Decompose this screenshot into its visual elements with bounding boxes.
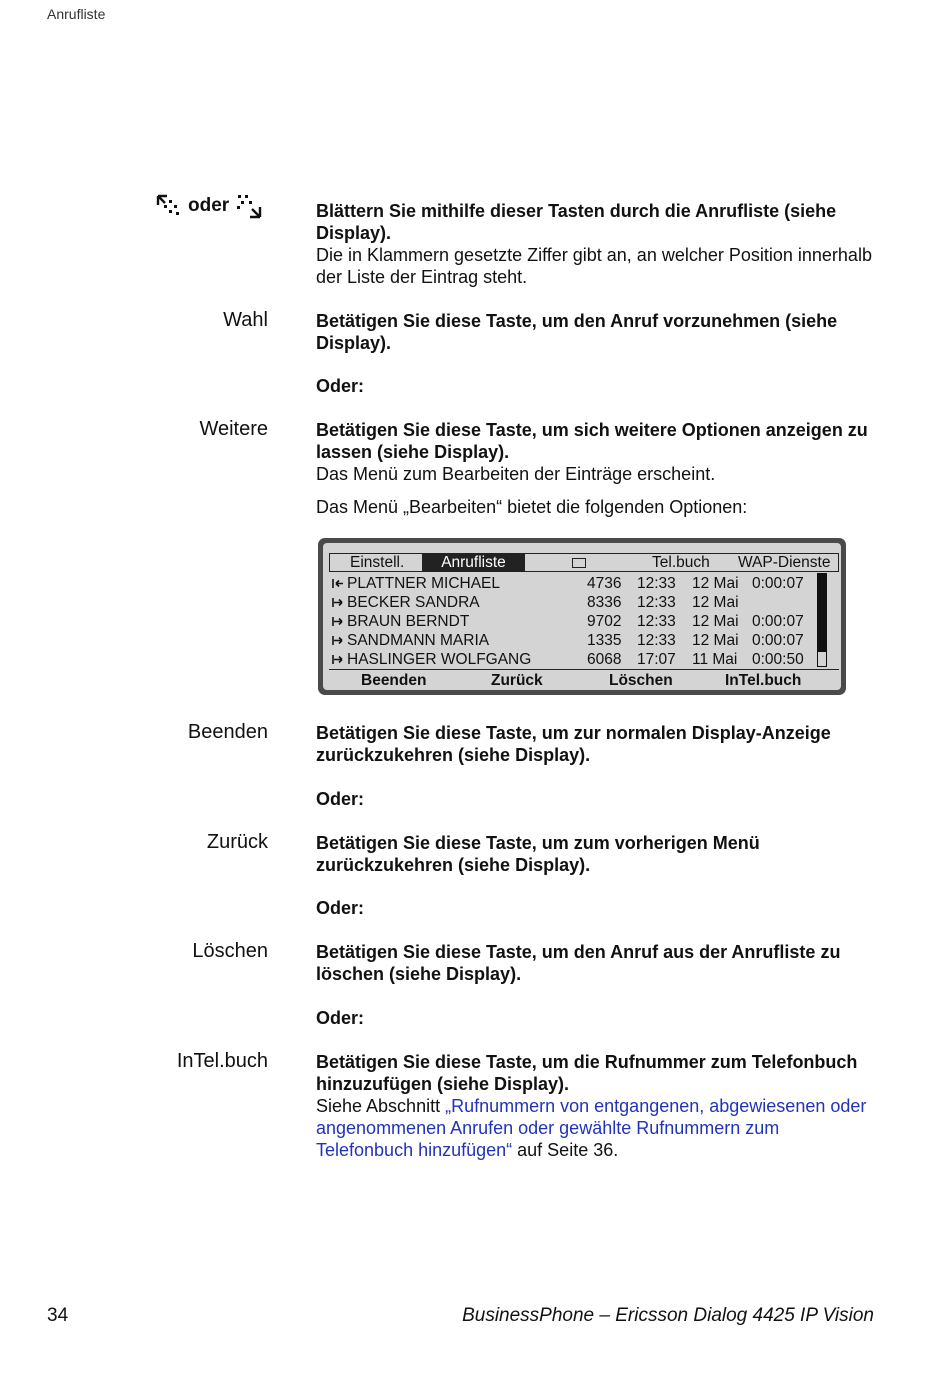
incoming-call-icon: [332, 578, 344, 589]
call-date: 12 Mai: [692, 594, 739, 611]
phone-display: [318, 538, 846, 695]
footer-title: BusinessPhone – Ericsson Dialog 4425 IP Vision: [462, 1305, 874, 1326]
key-label-beenden: Beenden: [187, 721, 268, 743]
entry-bold-text: Blättern Sie mithilfe dieser Tasten durch die Anrufliste (siehe Display).: [316, 201, 837, 243]
entry-reference: [316, 1095, 881, 1161]
entry-bold-text: Betätigen Sie diese Taste, um den Anruf aus der Anrufliste zu löschen (siehe Display).: [316, 942, 841, 984]
call-date: 11 Mai: [692, 651, 738, 668]
page-number: 34: [47, 1305, 69, 1326]
softkey-loeschen[interactable]: Löschen: [609, 672, 673, 689]
tab-einstell[interactable]: Einstell.: [350, 554, 405, 571]
call-duration: 0:00:07: [752, 632, 804, 649]
list-item[interactable]: [323, 631, 841, 650]
entry-bold-text: Betätigen Sie diese Taste, um sich weitere Optionen anzeigen zu lassen (siehe Display).: [316, 420, 868, 462]
key-label-loeschen: Löschen: [192, 940, 268, 962]
envelope-icon: [572, 558, 586, 568]
key-label-weitere: Weitere: [199, 418, 268, 440]
key-label-intelbuch: InTel.buch: [176, 1050, 268, 1072]
softkey-bar: [323, 671, 841, 690]
call-duration: 0:00:07: [752, 613, 804, 630]
softkey-zurueck[interactable]: Zurück: [491, 672, 543, 689]
entry-bold-text: Betätigen Sie diese Taste, um zur normalen Display-Anzeige zurückzukehren (siehe Display).: [316, 723, 831, 765]
caller-name: PLATTNER MICHAEL: [347, 575, 501, 592]
display-scrollbar[interactable]: [817, 573, 827, 667]
caller-name: HASLINGER WOLFGANG: [347, 651, 532, 668]
list-item[interactable]: [323, 650, 841, 669]
list-item[interactable]: [323, 612, 841, 631]
or-label: Oder:: [316, 898, 365, 918]
reference-prefix: Siehe Abschnitt: [316, 1096, 446, 1116]
list-item[interactable]: [323, 593, 841, 612]
caller-number: 4736: [587, 575, 622, 592]
tab-wap-dienste[interactable]: WAP-Dienste: [738, 554, 831, 571]
scroll-down-icon: [235, 193, 263, 219]
display-screen: [323, 543, 841, 690]
running-head: Anrufliste: [47, 6, 106, 22]
nav-keys-separator: oder: [188, 195, 230, 216]
entry-intelbuch-description: [316, 1051, 881, 1161]
call-duration: 0:00:07: [752, 575, 804, 592]
entry-scroll-description: [316, 200, 881, 288]
caller-number: 6068: [587, 651, 622, 668]
call-time: 17:07: [637, 651, 676, 668]
softkey-beenden[interactable]: Beenden: [361, 672, 427, 689]
or-label: Oder:: [316, 1008, 365, 1028]
tab-anrufliste[interactable]: Anrufliste: [422, 554, 525, 571]
entry-zurueck-description: [316, 832, 881, 876]
outgoing-call-icon: [332, 616, 344, 627]
outgoing-call-icon: [332, 654, 344, 665]
entry-bold-text: Betätigen Sie diese Taste, um die Rufnummer zum Telefonbuch hinzuzufügen (siehe Display).: [316, 1052, 858, 1094]
entry-bold-text: Betätigen Sie diese Taste, um zum vorherigen Menü zurückzukehren (siehe Display).: [316, 833, 760, 875]
or-label: Oder:: [316, 376, 365, 396]
caller-number: 9702: [587, 613, 622, 630]
caller-name: BRAUN BERNDT: [347, 613, 470, 630]
caller-name: BECKER SANDRA: [347, 594, 480, 611]
tab-telbuch[interactable]: Tel.buch: [652, 554, 710, 571]
entry-weitere-description: [316, 419, 881, 518]
softkey-divider: [329, 669, 839, 670]
call-time: 12:33: [637, 632, 676, 649]
call-duration: 0:00:50: [752, 651, 804, 668]
or-label: Oder:: [316, 789, 365, 809]
entry-normal-text: Das Menü zum Bearbeiten der Einträge erscheint.: [316, 464, 716, 484]
call-time: 12:33: [637, 594, 676, 611]
entry-beenden-description: [316, 722, 881, 766]
reference-suffix: auf Seite 36.: [512, 1140, 619, 1160]
entry-extra-text: Das Menü „Bearbeiten“ bietet die folgenden Optionen:: [316, 497, 748, 517]
key-label-zurueck: Zurück: [206, 831, 268, 853]
outgoing-call-icon: [332, 597, 344, 608]
call-date: 12 Mai: [692, 575, 739, 592]
scroll-up-icon: [156, 194, 182, 218]
key-label-wahl: Wahl: [223, 309, 268, 331]
call-time: 12:33: [637, 613, 676, 630]
display-tab-bar: [329, 553, 839, 572]
call-date: 12 Mai: [692, 632, 739, 649]
caller-name: SANDMANN MARIA: [347, 632, 490, 649]
outgoing-call-icon: [332, 635, 344, 646]
caller-number: 8336: [587, 594, 622, 611]
entry-wahl-description: [316, 310, 881, 354]
reference-link[interactable]: „Rufnummern von entgangenen, abgewiesenen oder angenommenen Anrufen oder gewählte Rufnummern zum Telefonbuch hinzufügen“: [316, 1096, 867, 1160]
caller-number: 1335: [587, 632, 622, 649]
list-item[interactable]: [323, 574, 841, 593]
call-date: 12 Mai: [692, 613, 739, 630]
softkey-intelbuch[interactable]: InTel.buch: [725, 672, 802, 689]
entry-normal-text: Die in Klammern gesetzte Ziffer gibt an, an welcher Position innerhalb der Liste der Eintrag steht.: [316, 245, 872, 287]
call-time: 12:33: [637, 575, 676, 592]
nav-keys: [156, 193, 263, 219]
entry-loeschen-description: [316, 941, 881, 985]
entry-bold-text: Betätigen Sie diese Taste, um den Anruf vorzunehmen (siehe Display).: [316, 311, 838, 353]
